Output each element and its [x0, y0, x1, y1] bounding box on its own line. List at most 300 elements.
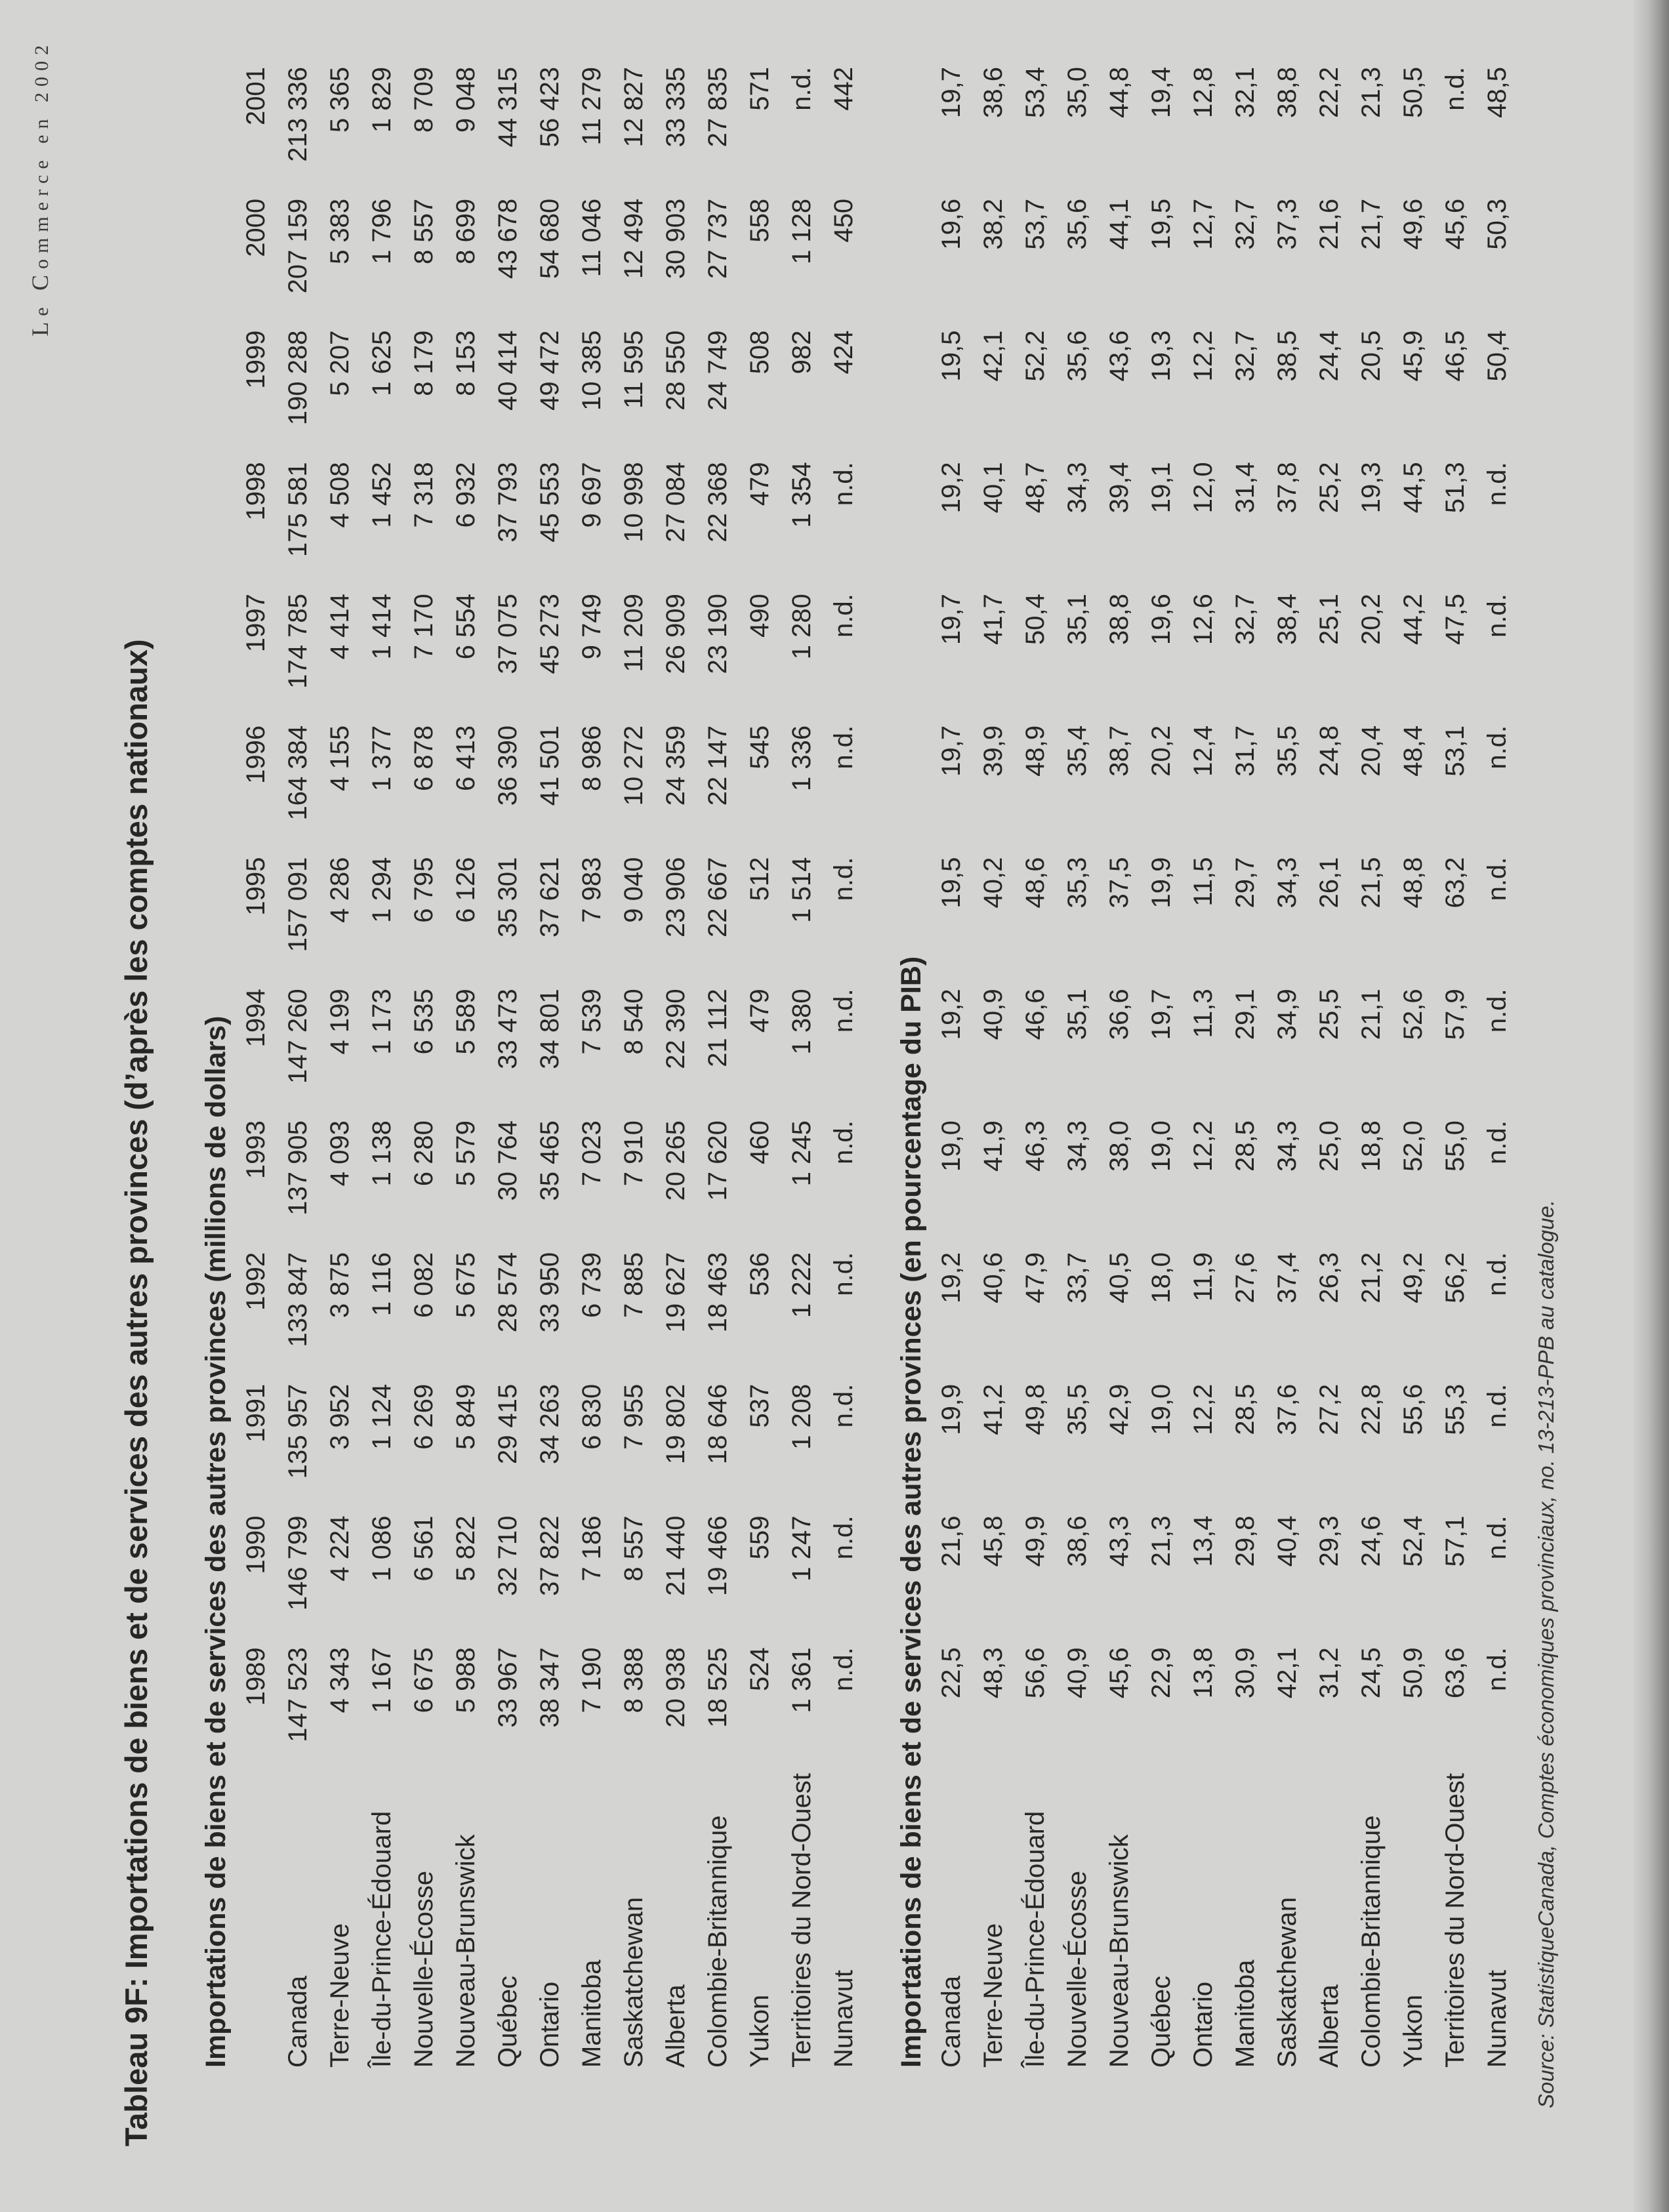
- table-cell: 12,4: [1189, 725, 1218, 777]
- table-row: [1266, 67, 1308, 2068]
- table-cell: 1 452: [367, 462, 396, 528]
- table-cell: 7 983: [577, 857, 606, 923]
- table-cell: 18 525: [703, 1647, 732, 1728]
- table-cell: 27,2: [1315, 1383, 1344, 1435]
- table-cell: 40,9: [979, 989, 1008, 1040]
- table-cell: 1 247: [787, 1515, 816, 1582]
- table-cell: 21,6: [937, 1515, 966, 1567]
- table-cell: 7 190: [577, 1647, 606, 1713]
- table-cell: 22 147: [703, 725, 732, 806]
- table-cell: 11,3: [1189, 989, 1218, 1038]
- table-cell: 38,6: [1063, 1515, 1092, 1567]
- table-cell: 175 581: [283, 462, 312, 557]
- year-header: 1996: [241, 725, 270, 784]
- table-cell: 35,1: [1063, 989, 1092, 1040]
- table-cell: 45,6: [1105, 1647, 1134, 1699]
- table-row: [1476, 67, 1518, 2068]
- table-cell: 55,0: [1441, 1120, 1470, 1172]
- table-cell: n.d.: [829, 1515, 858, 1560]
- table-row: [1140, 67, 1182, 2068]
- table-cell: 7 318: [409, 462, 438, 528]
- table-cell: 424: [829, 330, 858, 375]
- table-cell: n.d.: [829, 1252, 858, 1296]
- table-cell: 30,9: [1231, 1647, 1260, 1699]
- table-cell: 45,9: [1399, 330, 1428, 382]
- table-row: [1224, 67, 1266, 2068]
- table-cell: 57,1: [1441, 1515, 1470, 1567]
- table-cell: n.d.: [1483, 1120, 1512, 1164]
- table-cell: 56 423: [535, 67, 564, 148]
- table-cell: 40,6: [979, 1252, 1008, 1303]
- table-cell: 10 385: [577, 330, 606, 411]
- table-cell: 39,4: [1105, 462, 1134, 514]
- table-cell: 6 932: [451, 462, 480, 528]
- table-cell: 19,7: [937, 67, 966, 118]
- table-cell: 63,2: [1441, 857, 1470, 909]
- table-cell: 45 553: [535, 462, 564, 543]
- table-cell: n.d.: [829, 857, 858, 901]
- table-cell: 32 710: [493, 1515, 522, 1596]
- table-cell: 147 260: [283, 989, 312, 1084]
- table-cell: 207 159: [283, 198, 312, 294]
- table-cell: 40,9: [1063, 1647, 1092, 1699]
- table-cell: 545: [745, 725, 774, 769]
- table-cell: 24,8: [1315, 725, 1344, 777]
- row-label: Île-du-Prince-Édouard: [367, 1811, 396, 2068]
- table-cell: 19,3: [1357, 462, 1386, 514]
- table-cell: 479: [745, 989, 774, 1033]
- row-label: Saskatchewan: [619, 1896, 648, 2068]
- table-cell: 4 155: [325, 725, 354, 791]
- table-cell: n.d.: [829, 1383, 858, 1428]
- table-cell: 40,2: [979, 857, 1008, 909]
- table-cell: 12 494: [619, 198, 648, 279]
- table-cell: 1 514: [787, 857, 816, 923]
- table-cell: 34 801: [535, 989, 564, 1069]
- table-cell: 1 796: [367, 198, 396, 264]
- table-cell: 6 280: [409, 1120, 438, 1187]
- table-percent: [930, 67, 1518, 2068]
- table-cell: 7 186: [577, 1515, 606, 1582]
- table-cell: 25,5: [1315, 989, 1344, 1040]
- table-cell: 40 414: [493, 330, 522, 411]
- table-row: [930, 67, 972, 2068]
- table-cell: 19,2: [937, 1252, 966, 1303]
- table-cell: 37,6: [1273, 1383, 1302, 1435]
- table-cell: 52,6: [1399, 989, 1428, 1040]
- table-cell: 30 903: [661, 198, 690, 279]
- table-cell: 1 336: [787, 725, 816, 791]
- table-cell: 28 550: [661, 330, 690, 411]
- table-cell: 4 343: [325, 1647, 354, 1713]
- table-cell: 32,1: [1231, 67, 1260, 118]
- row-label: Nouveau-Brunswick: [451, 1834, 480, 2068]
- table-cell: 19,7: [937, 594, 966, 645]
- table-cell: 7 170: [409, 594, 438, 660]
- table-cell: 8 709: [409, 67, 438, 133]
- table-cell: 19 802: [661, 1383, 690, 1465]
- table-row: [613, 67, 655, 2068]
- table-cell: 44 315: [493, 67, 522, 148]
- table-row: [445, 67, 487, 2068]
- table-cell: 22,5: [937, 1647, 966, 1699]
- table-cell: 5 365: [325, 67, 354, 133]
- table-cell: 35 465: [535, 1120, 564, 1201]
- table-cell: 41,9: [979, 1120, 1008, 1172]
- table-cell: 21 112: [703, 989, 732, 1067]
- row-label: Manitoba: [1231, 1959, 1260, 2068]
- table-cell: 22,8: [1357, 1383, 1386, 1435]
- table-cell: 7 910: [619, 1120, 648, 1187]
- table-cell: 37 075: [493, 594, 522, 674]
- table-cell: 22,9: [1147, 1647, 1176, 1699]
- table-cell: 1 625: [367, 330, 396, 396]
- table-cell: 31,4: [1231, 462, 1260, 514]
- table-cell: 35,4: [1063, 725, 1092, 777]
- table-cell: 38,8: [1273, 67, 1302, 118]
- table-cell: 21,5: [1357, 857, 1386, 909]
- table-body-percent: [930, 67, 1518, 2068]
- table-cell: 490: [745, 594, 774, 638]
- table-cell: 19,5: [937, 857, 966, 909]
- table-cell: 24,4: [1315, 330, 1344, 382]
- table-cell: 7 539: [577, 989, 606, 1055]
- table-row: [487, 67, 529, 2068]
- row-label: Nouveau-Brunswick: [1105, 1834, 1134, 2068]
- table-row: [1392, 67, 1434, 2068]
- row-label: Nouvelle-Écosse: [409, 1870, 438, 2068]
- table-cell: 12,2: [1189, 330, 1218, 382]
- table-cell: 37 793: [493, 462, 522, 543]
- table-cell: 33 950: [535, 1252, 564, 1333]
- table-cell: 21,2: [1357, 1252, 1386, 1303]
- table-row: [1434, 67, 1476, 2068]
- section-percent: [892, 67, 1518, 2068]
- table-cell: 22 390: [661, 989, 690, 1069]
- table-cell: 7 955: [619, 1383, 648, 1450]
- table-cell: 1 414: [367, 594, 396, 660]
- table-cell: 46,6: [1021, 989, 1050, 1040]
- table-row: [697, 67, 739, 2068]
- table-cell: 48,6: [1021, 857, 1050, 909]
- table-cell: 7 885: [619, 1252, 648, 1319]
- row-label: Manitoba: [577, 1959, 606, 2068]
- table-cell: 40,4: [1273, 1515, 1302, 1567]
- table-cell: 6 878: [409, 725, 438, 791]
- table-cell: n.d.: [1483, 1647, 1512, 1691]
- table-cell: 1 380: [787, 989, 816, 1055]
- table-cell: 20 938: [661, 1647, 690, 1728]
- table-row: [361, 67, 403, 2068]
- table-cell: 42,9: [1105, 1383, 1134, 1435]
- table-cell: 43,3: [1105, 1515, 1134, 1567]
- row-label: Territoires du Nord-Ouest: [1441, 1772, 1470, 2068]
- table-cell: 33,7: [1063, 1252, 1092, 1303]
- table-cell: n.d.: [829, 725, 858, 769]
- row-label: Colombie-Britannique: [1357, 1815, 1386, 2068]
- table-cell: 46,5: [1441, 330, 1470, 382]
- row-label: Alberta: [1315, 1984, 1344, 2068]
- table-cell: 38,2: [979, 198, 1008, 250]
- table-cell: 36,6: [1105, 989, 1134, 1040]
- table-cell: n.d.: [829, 462, 858, 506]
- table-cell: 29,7: [1231, 857, 1260, 909]
- table-cell: 20,5: [1357, 330, 1386, 382]
- table-cell: 19,2: [937, 989, 966, 1040]
- table-cell: 21 440: [661, 1515, 690, 1596]
- table-cell: 157 091: [283, 857, 312, 952]
- table-row: [319, 67, 361, 2068]
- table-cell: 44,2: [1399, 594, 1428, 645]
- table-cell: 37 822: [535, 1515, 564, 1596]
- table-cell: 32,7: [1231, 594, 1260, 645]
- table-cell: 1 124: [367, 1383, 396, 1450]
- table-cell: 1 294: [367, 857, 396, 923]
- row-label: Territoires du Nord-Ouest: [787, 1772, 816, 2068]
- table-cell: 31,7: [1231, 725, 1260, 777]
- table-cell: 21,6: [1315, 198, 1344, 250]
- table-cell: 26,1: [1315, 857, 1344, 909]
- table-row: [655, 67, 697, 2068]
- table-cell: 37,4: [1273, 1252, 1302, 1303]
- row-label: Nunavut: [829, 1970, 858, 2068]
- table-cell: 52,2: [1021, 330, 1050, 382]
- table-cell: 174 785: [283, 594, 312, 689]
- table-row: [571, 67, 613, 2068]
- table-cell: 26 909: [661, 594, 690, 674]
- table-cell: 45,8: [979, 1515, 1008, 1567]
- table-cell: 8 540: [619, 989, 648, 1055]
- table-cell: 1 173: [367, 989, 396, 1055]
- table-cell: 19,3: [1147, 330, 1176, 382]
- table-cell: 29 415: [493, 1383, 522, 1465]
- table-cell: 6 126: [451, 857, 480, 923]
- row-label: Terre-Neuve: [979, 1923, 1008, 2068]
- row-label: Nouvelle-Écosse: [1063, 1870, 1092, 2068]
- table-cell: 5 675: [451, 1252, 480, 1319]
- section-title-millions: Importations de biens et de services des autres provinces (millions de dollars): [200, 1015, 232, 2068]
- table-cell: 11,5: [1189, 857, 1218, 907]
- table-cell: 38,4: [1273, 594, 1302, 645]
- table-cell: 53,4: [1021, 67, 1050, 118]
- table-cell: 20,2: [1357, 594, 1386, 645]
- table-cell: 147 523: [283, 1647, 312, 1742]
- table-cell: 43,6: [1105, 330, 1134, 382]
- table-cell: 33 473: [493, 989, 522, 1069]
- table-cell: 48,8: [1399, 857, 1428, 909]
- table-cell: 12,2: [1189, 1120, 1218, 1172]
- table-cell: 5 822: [451, 1515, 480, 1582]
- table-cell: 536: [745, 1252, 774, 1296]
- table-cell: 9 048: [451, 67, 480, 133]
- table-cell: 3 952: [325, 1383, 354, 1450]
- table-cell: 52,4: [1399, 1515, 1428, 1567]
- table-cell: 26,3: [1315, 1252, 1344, 1303]
- year-header: 1999: [241, 330, 270, 389]
- table-cell: 18,0: [1147, 1252, 1176, 1303]
- table-cell: 1 377: [367, 725, 396, 791]
- table-cell: 53,1: [1441, 725, 1470, 777]
- table-cell: 32,7: [1231, 198, 1260, 250]
- table-cell: 4 224: [325, 1515, 354, 1582]
- table-cell: 10 272: [619, 725, 648, 806]
- row-label-header: [235, 1779, 277, 2068]
- table-cell: 38,0: [1105, 1120, 1134, 1172]
- table-cell: 17 620: [703, 1120, 732, 1201]
- table-cell: 1 222: [787, 1252, 816, 1319]
- table-cell: 35,5: [1063, 1383, 1092, 1435]
- table-cell: 22,2: [1315, 67, 1344, 118]
- table-cell: 21,3: [1357, 67, 1386, 118]
- table-cell: 8 557: [409, 198, 438, 264]
- table-cell: 982: [787, 330, 816, 375]
- table-cell: 559: [745, 1515, 774, 1560]
- table-cell: 4 414: [325, 594, 354, 660]
- table-cell: 146 799: [283, 1515, 312, 1611]
- table-cell: n.d.: [829, 1647, 858, 1691]
- table-cell: 6 795: [409, 857, 438, 923]
- table-cell: 21,7: [1357, 198, 1386, 250]
- table-cell: 571: [745, 67, 774, 111]
- table-cell: 38 347: [535, 1647, 564, 1728]
- table-cell: 18,8: [1357, 1120, 1386, 1172]
- table-cell: 50,5: [1399, 67, 1428, 118]
- table-cell: 49 472: [535, 330, 564, 411]
- table-cell: 442: [829, 67, 858, 111]
- table-cell: 46,3: [1021, 1120, 1050, 1172]
- table-cell: 56,2: [1441, 1252, 1470, 1303]
- table-cell: 33 335: [661, 67, 690, 148]
- table-cell: 22 667: [703, 857, 732, 937]
- year-header: 1998: [241, 462, 270, 521]
- table-row: [1098, 67, 1140, 2068]
- table-cell: 40,1: [979, 462, 1008, 514]
- table-cell: n.d.: [1441, 67, 1470, 111]
- table-cell: 1 167: [367, 1647, 396, 1713]
- table-cell: 30 764: [493, 1120, 522, 1201]
- table-cell: 479: [745, 462, 774, 506]
- year-header: 1990: [241, 1515, 270, 1574]
- table-cell: 1 128: [787, 198, 816, 264]
- table-cell: 1 116: [367, 1252, 396, 1317]
- table-cell: 27 084: [661, 462, 690, 543]
- table-cell: 1 354: [787, 462, 816, 528]
- table-cell: 50,9: [1399, 1647, 1428, 1699]
- table-cell: 7 023: [577, 1120, 606, 1187]
- table-cell: 19,2: [937, 462, 966, 514]
- table-cell: 6 269: [409, 1383, 438, 1450]
- table-cell: 44,5: [1399, 462, 1428, 514]
- table-cell: 39,9: [979, 725, 1008, 777]
- table-cell: n.d.: [1483, 989, 1512, 1033]
- table-row: [529, 67, 571, 2068]
- table-cell: 12,0: [1189, 462, 1218, 514]
- table-cell: 48,3: [979, 1647, 1008, 1699]
- table-cell: 11 595: [619, 330, 648, 409]
- table-cell: 5 579: [451, 1120, 480, 1187]
- section-millions: [197, 67, 865, 2068]
- table-cell: 213 336: [283, 67, 312, 162]
- table-cell: 29,1: [1231, 989, 1260, 1040]
- table-cell: 19,6: [937, 198, 966, 250]
- table-cell: 137 905: [283, 1120, 312, 1216]
- table-millions: [235, 67, 865, 2068]
- table-cell: 57,9: [1441, 989, 1470, 1040]
- table-cell: 34,3: [1273, 1120, 1302, 1172]
- table-row: [403, 67, 445, 2068]
- table-cell: n.d.: [829, 989, 858, 1033]
- table-cell: 56,6: [1021, 1647, 1050, 1699]
- table-cell: 8 388: [619, 1647, 648, 1713]
- table-cell: 4 508: [325, 462, 354, 528]
- table-cell: 48,5: [1483, 67, 1512, 118]
- table-cell: 13,4: [1189, 1515, 1218, 1567]
- table-cell: 6 535: [409, 989, 438, 1055]
- table-cell: 27,6: [1231, 1252, 1260, 1303]
- year-header-row: [235, 67, 277, 2068]
- table-cell: 4 093: [325, 1120, 354, 1187]
- table-cell: n.d.: [1483, 1252, 1512, 1296]
- table-cell: 28,5: [1231, 1383, 1260, 1435]
- table-cell: 4 199: [325, 989, 354, 1055]
- table-cell: 27 737: [703, 198, 732, 279]
- row-label: Colombie-Britannique: [703, 1815, 732, 2068]
- table-cell: 11,9: [1189, 1252, 1218, 1301]
- table-cell: 558: [745, 198, 774, 243]
- table-cell: 34,9: [1273, 989, 1302, 1040]
- table-cell: 135 957: [283, 1383, 312, 1479]
- table-cell: 49,8: [1021, 1383, 1050, 1435]
- table-cell: 524: [745, 1647, 774, 1691]
- table-cell: 47,5: [1441, 594, 1470, 645]
- table-cell: n.d.: [1483, 857, 1512, 901]
- year-header: 1997: [241, 594, 270, 653]
- table-cell: 18 463: [703, 1252, 732, 1333]
- table-cell: 18 646: [703, 1383, 732, 1465]
- table-cell: 36 390: [493, 725, 522, 806]
- table-row: [1350, 67, 1392, 2068]
- year-header: 1993: [241, 1120, 270, 1179]
- year-header: 1989: [241, 1647, 270, 1706]
- row-label: Terre-Neuve: [325, 1923, 354, 2068]
- table-cell: 35 301: [493, 857, 522, 937]
- table-cell: 47,9: [1021, 1252, 1050, 1303]
- table-cell: 32,7: [1231, 330, 1260, 382]
- table-cell: 508: [745, 330, 774, 375]
- table-cell: 41,7: [979, 594, 1008, 645]
- table-cell: 21,1: [1357, 989, 1386, 1040]
- table-cell: 34 263: [535, 1383, 564, 1465]
- row-label: Alberta: [661, 1984, 690, 2068]
- table-cell: 1 280: [787, 594, 816, 660]
- table-cell: 6 739: [577, 1252, 606, 1319]
- table-cell: 37,5: [1105, 857, 1134, 909]
- table-cell: 12,6: [1189, 594, 1218, 645]
- table-cell: 19,9: [1147, 857, 1176, 909]
- year-header: 1992: [241, 1252, 270, 1311]
- table-cell: n.d.: [829, 594, 858, 638]
- table-cell: 38,8: [1105, 594, 1134, 645]
- table-cell: 22 368: [703, 462, 732, 543]
- table-cell: 1 086: [367, 1515, 396, 1582]
- table-cell: 4 286: [325, 857, 354, 923]
- table-cell: 54 680: [535, 198, 564, 279]
- table-cell: 8 179: [409, 330, 438, 396]
- table-cell: 5 383: [325, 198, 354, 264]
- table-cell: 48,9: [1021, 725, 1050, 777]
- table-cell: 24,6: [1357, 1515, 1386, 1567]
- table-cell: 6 082: [409, 1252, 438, 1319]
